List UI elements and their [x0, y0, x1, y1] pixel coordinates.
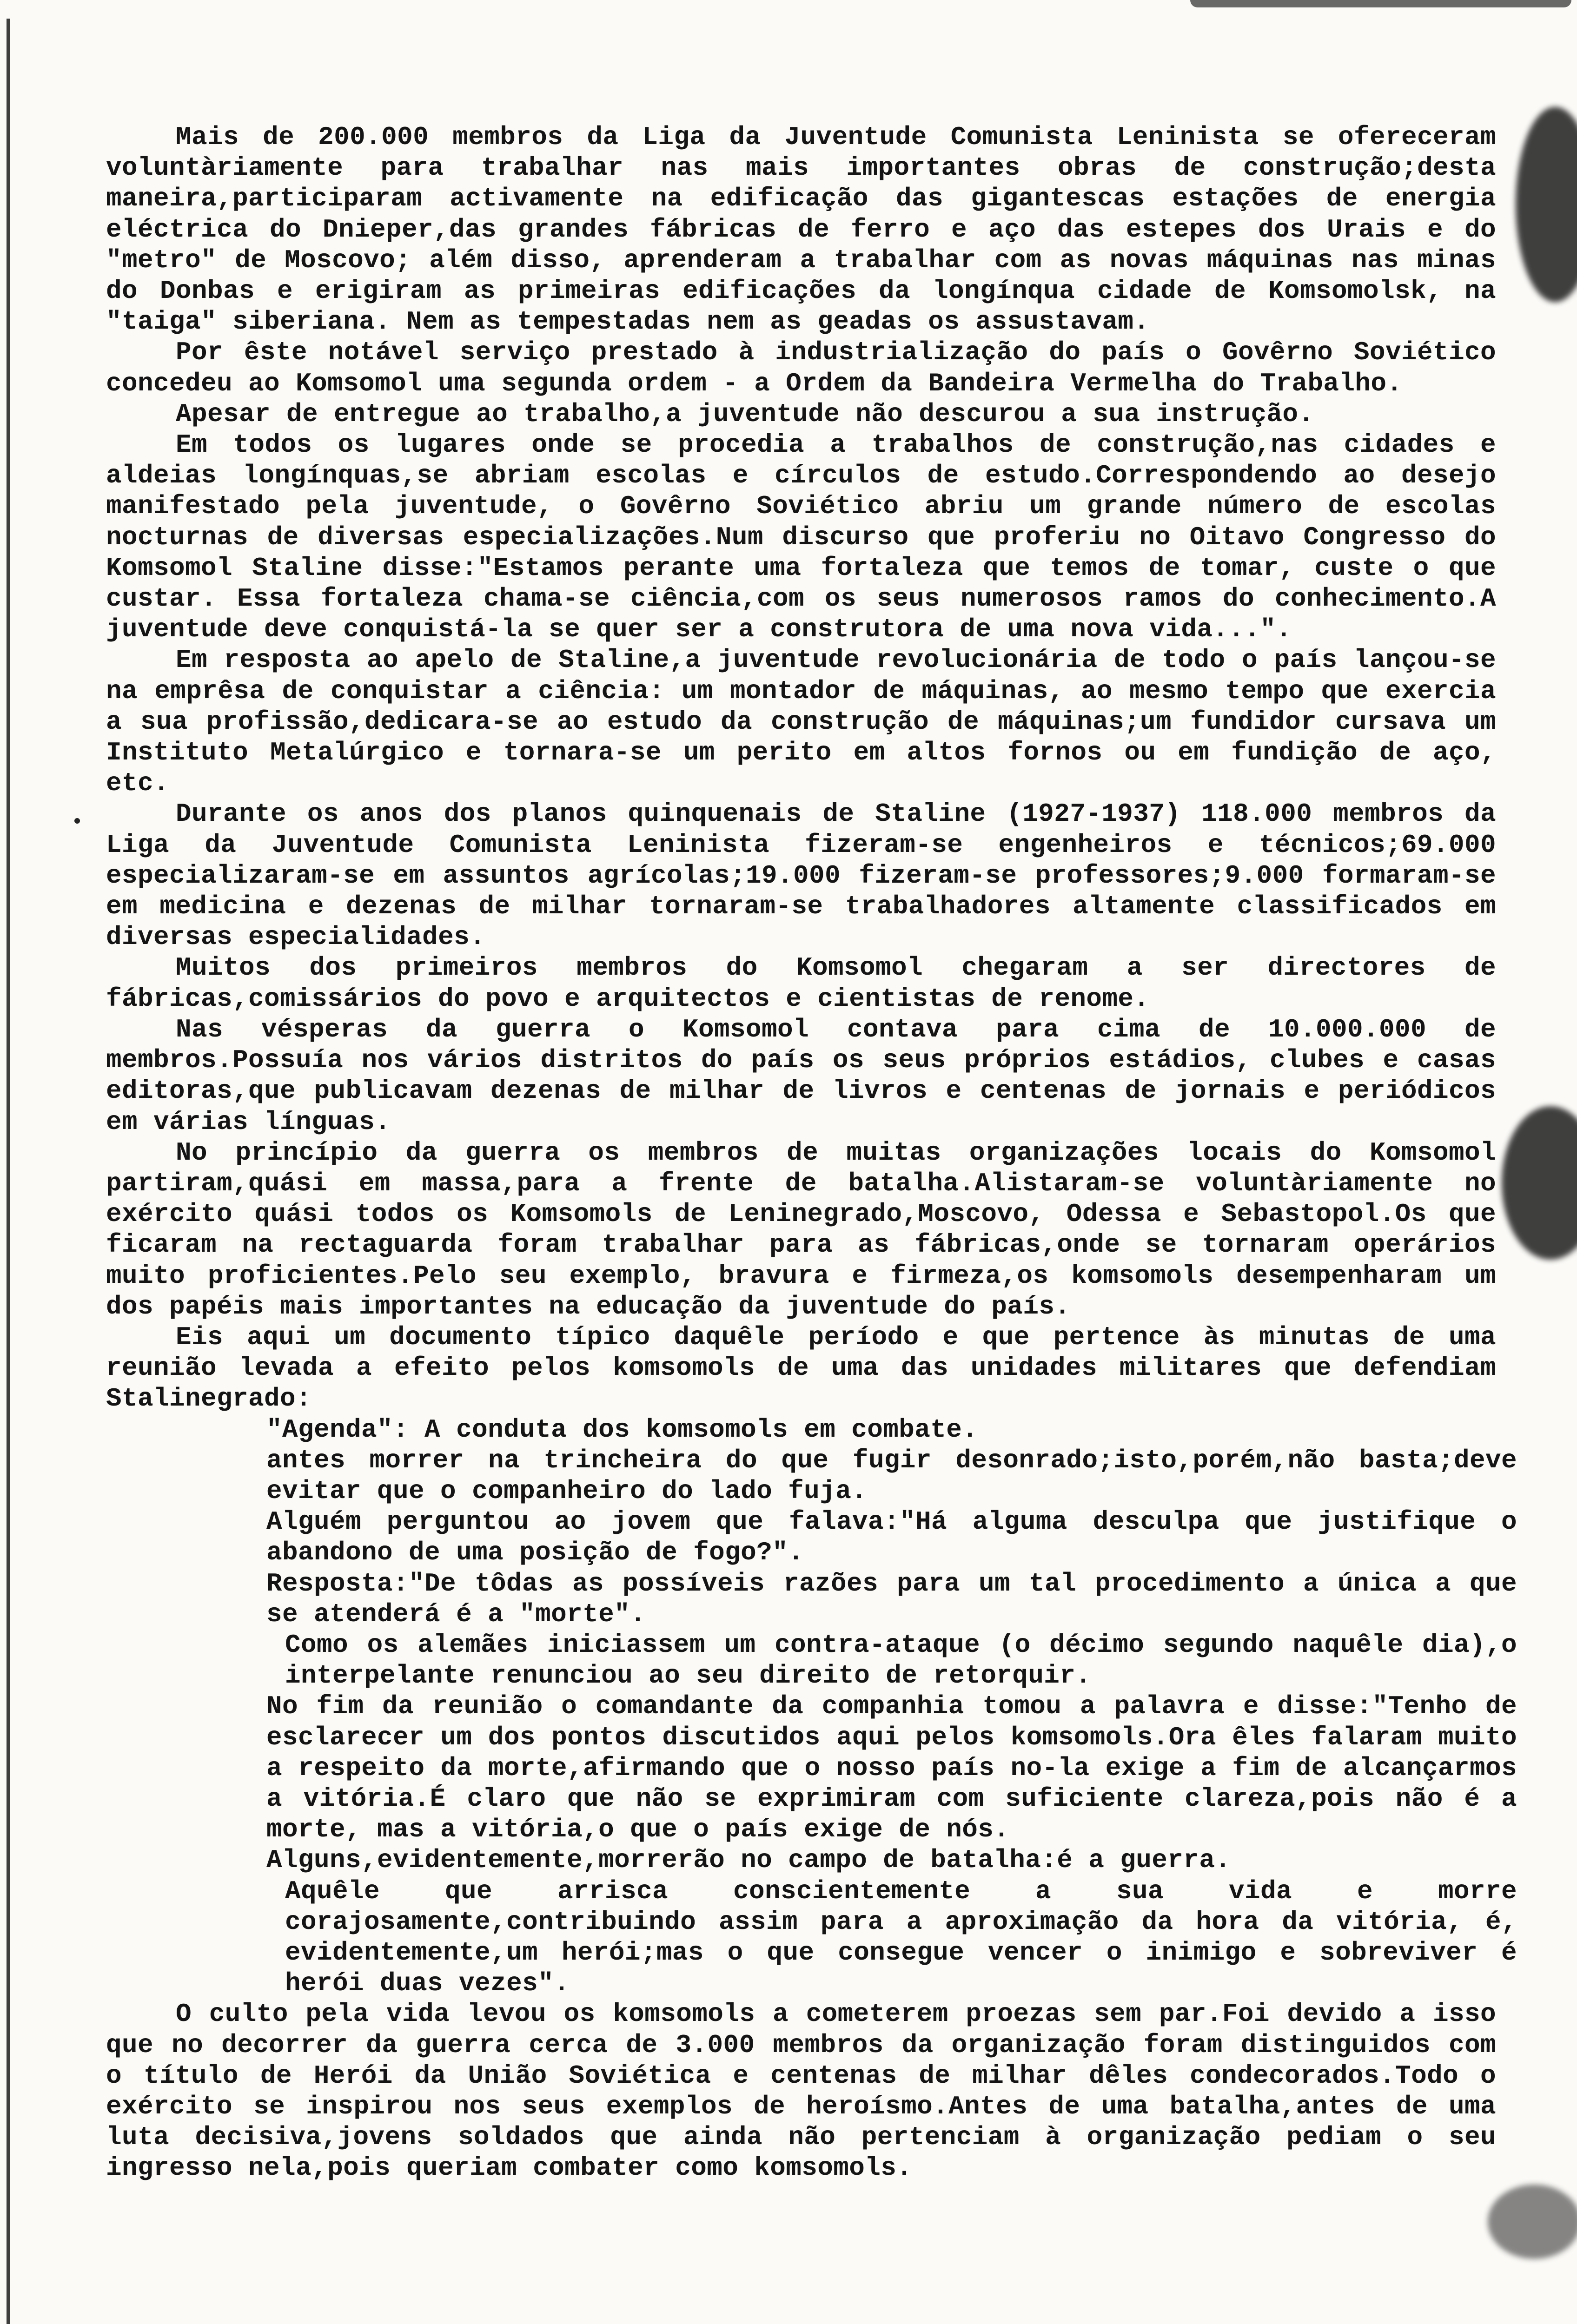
quote-line: antes morrer na trincheira do que fugir desonrado;isto,porém,não basta;deve evitar que o companheiro do lado fuja.: [266, 1445, 1517, 1506]
document-body: [106, 122, 1517, 2184]
page-edge-shadow: [7, 19, 10, 2324]
quote-line: Como os alemães iniciassem um contra-ataque (o décimo segundo naquêle dia),o interpelante renunciou ao seu direito de retorquir.: [285, 1630, 1517, 1691]
quote-line: Resposta:"De tôdas as possíveis razões para um tal procedimento a única a que se atenderá é a "morte".: [266, 1568, 1517, 1629]
paragraph: Em todos os lugares onde se procedia a trabalhos de construção,nas cidades e aldeias longínquas,se abriam escolas e círculos de estudo.Correspondendo ao desejo manifestado pela juventude, o Govêrno Soviético abriu um grande número de escolas nocturnas de diversas especializações.Num discurso que proferiu no Oitavo Congresso do Komsomol Staline disse:"Estamos perante uma fortaleza que temos de tomar, custe o que custar. Essa fortaleza chama-se ciência,com os seus numerosos ramos do conhecimento.A juventude deve conquistá-la se quer ser a construtora de uma nova vida...".: [106, 430, 1496, 645]
paragraph: No princípio da guerra os membros de muitas organizações locais do Komsomol partiram,quási em massa,para a frente de batalha.Alistaram-se voluntàriamente no exército quási todos os Komsomols de Leninegrado,Moscovo, Odessa e Sebastopol.Os que ficaram na rectaguarda foram trabalhar para as fábricas,onde se tornaram operários muito proficientes.Pelo seu exemplo, bravura e firmeza,os komsomols desempenharam um dos papéis mais importantes na educação da juventude do país.: [106, 1137, 1496, 1321]
ink-blot-artifact: [1488, 2185, 1577, 2259]
quote-line: Alguém perguntou ao jovem que falava:"Há alguma desculpa que justifique o abandono de uma posição de fogo?".: [266, 1507, 1517, 1568]
quote-line: "Agenda": A conduta dos komsomols em combate.: [266, 1414, 978, 1445]
paragraph: Durante os anos dos planos quinquenais de Staline (1927-1937) 118.000 membros da Liga da Juventude Comunista Leninista fizeram-se engenheiros e técnicos;69.000 especializaram-se em assuntos agrícolas;19.000 fizeram-se professores;9.000 formaram-se em medicina e dezenas de milhar tornaram-se trabalhadores altamente classificados em diversas especialidades.: [106, 799, 1496, 952]
paragraph: Em resposta ao apelo de Staline,a juventude revolucionária de todo o país lançou-se na emprêsa de conquistar a ciência: um montador de máquinas, ao mesmo tempo que exercia a sua profissão,dedicara-se ao estudo da construção de máquinas;um fundidor cursava um Instituto Metalúrgico e tornara-se um perito em altos fornos ou em fundição de aço, etc.: [106, 645, 1496, 799]
meeting-minutes-quote: [266, 1414, 1517, 1999]
ink-blot-artifact: [1516, 107, 1577, 302]
quote-line: Alguns,evidentemente,morrerão no campo de batalha:é a guerra.: [266, 1845, 1231, 1875]
paragraph: Apesar de entregue ao trabalho,a juventude não descurou a sua instrução.: [176, 399, 1314, 429]
paragraph: Muitos dos primeiros membros do Komsomol chegaram a ser directores de fábricas,comissários do povo e arquitectos e cientistas de renome.: [106, 953, 1496, 1014]
paragraph: Nas vésperas da guerra o Komsomol contava para cima de 10.000.000 de membros.Possuía nos vários distritos do país os seus próprios estádios, clubes e casas editoras,que publicavam dezenas de milhar de livros e centenas de jornais e periódicos em várias línguas.: [106, 1014, 1496, 1137]
quote-line: No fim da reunião o comandante da companhia tomou a palavra e disse:"Tenho de esclarecer um dos pontos discutidos aqui pelos komsomols.Ora êles falaram muito a respeito da morte,afirmando que o nosso país no-la exige a fim de alcançarmos a vitória.É claro que não se exprimiram com suficiente clareza,pois não é a morte, mas a vitória,o que o país exige de nós.: [266, 1691, 1517, 1845]
quote-line: Aquêle que arrisca conscientemente a sua vida e morre corajosamente,contribuindo assim para a aproximação da hora da vitória, é, evidentemente,um herói;mas o que consegue vencer o inimigo e sobreviver é herói duas vezes".: [285, 1876, 1517, 1999]
top-scan-artifact: [1190, 0, 1571, 7]
margin-dot-artifact: [74, 818, 80, 824]
ink-blot-artifact: [1502, 1106, 1577, 1260]
paragraph: O culto pela vida levou os komsomols a cometerem proezas sem par.Foi devido a isso que no decorrer da guerra cerca de 3.000 membros da organização foram distinguidos com o título de Herói da União Soviética e centenas de milhar dêles condecorados.Todo o exército se inspirou nos seus exemplos de heroísmo.Antes de uma batalha,antes de uma luta decisiva,jovens soldados que ainda não pertenciam à organização pediam o seu ingresso nela,pois queriam combater como komsomols.: [106, 1999, 1496, 2183]
paragraph: Mais de 200.000 membros da Liga da Juventude Comunista Leninista se ofereceram voluntàriamente para trabalhar nas mais importantes obras de construção;desta maneira,participaram activamente na edificação das gigantescas estações de energia eléctrica do Dnieper,das grandes fábricas de ferro e aço das estepes dos Urais e do "metro" de Moscovo; além disso, aprenderam a trabalhar com as novas máquinas nas minas do Donbas e erigiram as primeiras edificações da longínqua cidade de Komsomolsk, na "taiga" siberiana. Nem as tempestadas nem as geadas os assustavam.: [106, 122, 1496, 337]
paragraph: Eis aqui um documento típico daquêle período e que pertence às minutas de uma reunião levada a efeito pelos komsomols de uma das unidades militares que defendiam Stalinegrado:: [106, 1322, 1496, 1414]
paragraph: Por êste notável serviço prestado à industrialização do país o Govêrno Soviético concedeu ao Komsomol uma segunda ordem - a Ordem da Bandeira Vermelha do Trabalho.: [106, 337, 1496, 398]
